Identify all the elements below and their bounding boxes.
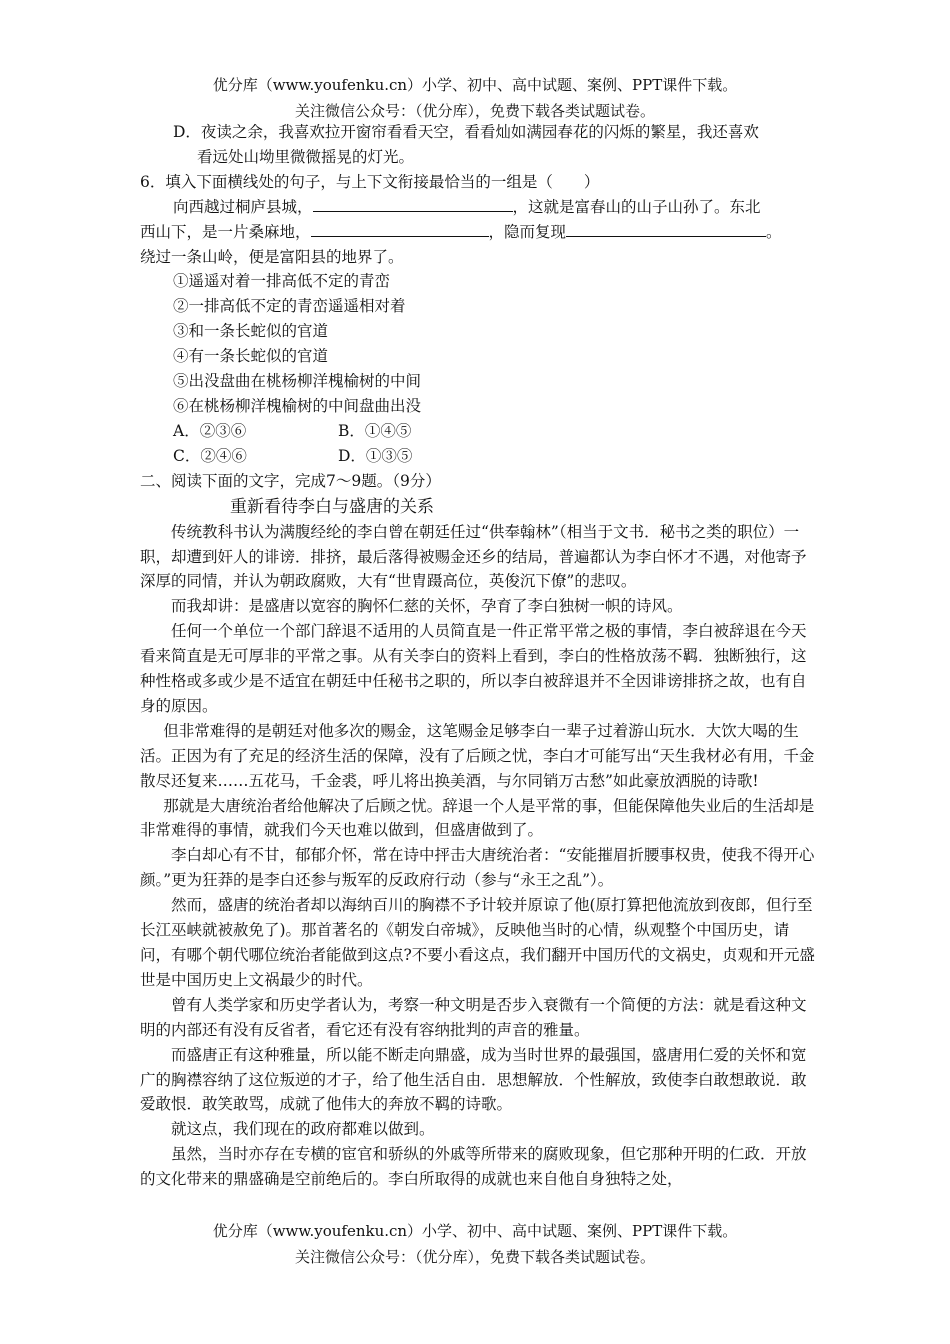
q6-choice-b: B．①④⑤ — [338, 421, 412, 440]
q6-blank-1 — [313, 195, 513, 212]
essay-paragraph: 那就是大唐统治者给他解决了后顾之忧。辞退一个人是平常的事，但能保障他失业后的生活却是非常难得的事情，就我们今天也难以做到，但盛唐做到了。 — [140, 796, 815, 840]
footer-line-1: 优分库（www.youfenku.cn）小学、初中、高中试题、案例、PPT课件下载。 — [212, 1222, 738, 1240]
footer-line-2: 关注微信公众号：（优分库），免费下载各类试题试卷。 — [294, 1248, 655, 1266]
essay-title: 重新看待李白与盛唐的关系 — [230, 496, 434, 517]
q6-passage-part5: 。 — [766, 222, 782, 241]
q6-stem: 6．填入下面横线处的句子，与上下文衔接最恰当的一组是（ ） — [140, 172, 600, 191]
q6-item: ④有一条长蛇似的官道 — [173, 347, 329, 366]
q6-choices-row-2 — [140, 444, 820, 469]
q5-option-d-line2: 看远处山坳里微微摇晃的灯光。 — [197, 147, 415, 166]
essay-paragraph: 而我却讲：是盛唐以宽容的胸怀仁慈的关怀，孕育了李白独树一帜的诗风。 — [171, 597, 683, 616]
q6-choice-d: D．①③⑤ — [338, 446, 413, 465]
essay-paragraph: 李白却心有不甘，郁郁介怀，常在诗中抨击大唐统治者：“安能摧眉折腰事权贵，使我不得开心颜。”更为狂莽的是李白还参与叛军的反政府行动（参与“永王之乱”）。 — [140, 846, 815, 890]
q6-passage-line3: 绕过一条山岭，便是富阳县的地界了。 — [140, 247, 404, 266]
q6-passage-part2: ，这就是富春山的山子山孙了。东北 — [512, 197, 761, 216]
q6-item: ①遥遥对着一排高低不定的青峦 — [173, 272, 391, 291]
q6-passage-line2 — [140, 220, 820, 245]
page-footer — [0, 1218, 950, 1270]
q6-choices-row-1 — [140, 419, 820, 444]
q5-option-d-line1: D．夜读之余，我喜欢拉开窗帘看看天空，看看灿如满园春花的闪烁的繁星，我还喜欢 — [173, 123, 759, 141]
exam-content — [140, 120, 820, 1192]
q6-item: ⑥在桃杨柳洋槐榆树的中间盘曲出没 — [173, 396, 422, 415]
q6-item: ②一排高低不定的青峦遥遥相对着 — [173, 297, 406, 316]
header-line-1: 优分库（www.youfenku.cn）小学、初中、高中试题、案例、PPT课件下载。 — [212, 76, 738, 94]
essay-paragraph: 就这点，我们现在的政府都难以做到。 — [171, 1120, 435, 1139]
page-header — [0, 72, 950, 124]
q6-choice-c: C．②④⑥ — [173, 446, 247, 465]
essay-paragraph: 虽然，当时亦存在专横的宦官和骄纵的外戚等所带来的腐败现象，但它那种开明的仁政．开放的文化带来的鼎盛确是空前绝后的。李白所取得的成就也来自他自身独特之处， — [140, 1145, 807, 1189]
essay-paragraph: 然而，盛唐的统治者却以海纳百川的胸襟不予计较并原谅了他(原打算把他流放到夜郎，但行至长江巫峡就被赦免了)。那首著名的《朝发白帝城》，反映他当时的心情，纵观整个中国历史，请问，有哪个朝代哪位统治者能做到这点?不要小看这点，我们翻开中国历代的文祸史，贞观和开元盛世是中国历史上文祸最少的时代。 — [140, 896, 815, 989]
q6-passage-part4: ，隐而复现 — [488, 222, 567, 241]
essay-paragraph: 任何一个单位一个部门辞退不适用的人员简直是一件正常平常之极的事情，李白被辞退在今天看来简直是无可厚非的平常之事。从有关李白的资料上看到，李白的性格放荡不羁．独断独行，这种性格或多或少是不适宜在朝廷中任秘书之职的，所以李白被辞退并不全因诽谤排挤之故，也有自身的原因。 — [140, 622, 807, 715]
q6-passage-line1 — [140, 195, 820, 220]
essay-paragraph: 而盛唐正有这种雅量，所以能不断走向鼎盛，成为当时世界的最强国，盛唐用仁爱的关怀和宽广的胸襟容纳了这位叛逆的才子，给了他生活自由．思想解放．个性解放，致使李白敢想敢说．敢爱敢恨．敢笑敢骂，成就了他伟大的奔放不羁的诗歌。 — [140, 1045, 807, 1114]
essay-paragraph: 传统教科书认为满腹经纶的李白曾在朝廷任过“供奉翰林”（相当于文书．秘书之类的职位）一职，却遭到奸人的诽谤．排挤，最后落得被赐金还乡的结局，普遍都认为李白怀才不遇，对他寄予深厚的同情，并认为朝政腐败，大有“世胄蹑高位，英俊沉下僚”的悲叹。 — [140, 522, 807, 591]
q6-blank-3 — [566, 220, 766, 237]
header-line-2: 关注微信公众号：（优分库），免费下载各类试题试卷。 — [294, 102, 655, 120]
essay-paragraph: 但非常难得的是朝廷对他多次的赐金，这笔赐金足够李白一辈子过着游山玩水．大饮大喝的生活。正因为有了充足的经济生活的保障，没有了后顾之忧，李白才可能写出“天生我材必有用，千金散尽还复来……五花马，千金裘，呼儿将出换美酒，与尔同销万古愁”如此豪放洒脱的诗歌! — [140, 721, 815, 790]
q6-choice-a: A．②③⑥ — [173, 421, 247, 440]
q6-item: ③和一条长蛇似的官道 — [173, 322, 329, 341]
section2-heading: 二、阅读下面的文字，完成7～9题。（9分） — [140, 471, 441, 490]
q6-item: ⑤出没盘曲在桃杨柳洋槐榆树的中间 — [173, 372, 422, 391]
q6-passage-part1: 向西越过桐庐县城， — [173, 197, 313, 216]
essay-paragraph: 曾有人类学家和历史学者认为，考察一种文明是否步入衰微有一个简便的方法：就是看这种文明的内部还有没有反省者，看它还有没有容纳批判的声音的雅量。 — [140, 995, 807, 1039]
q6-passage-part3: 西山下，是一片桑麻地， — [140, 222, 311, 241]
q6-blank-2 — [311, 220, 489, 237]
